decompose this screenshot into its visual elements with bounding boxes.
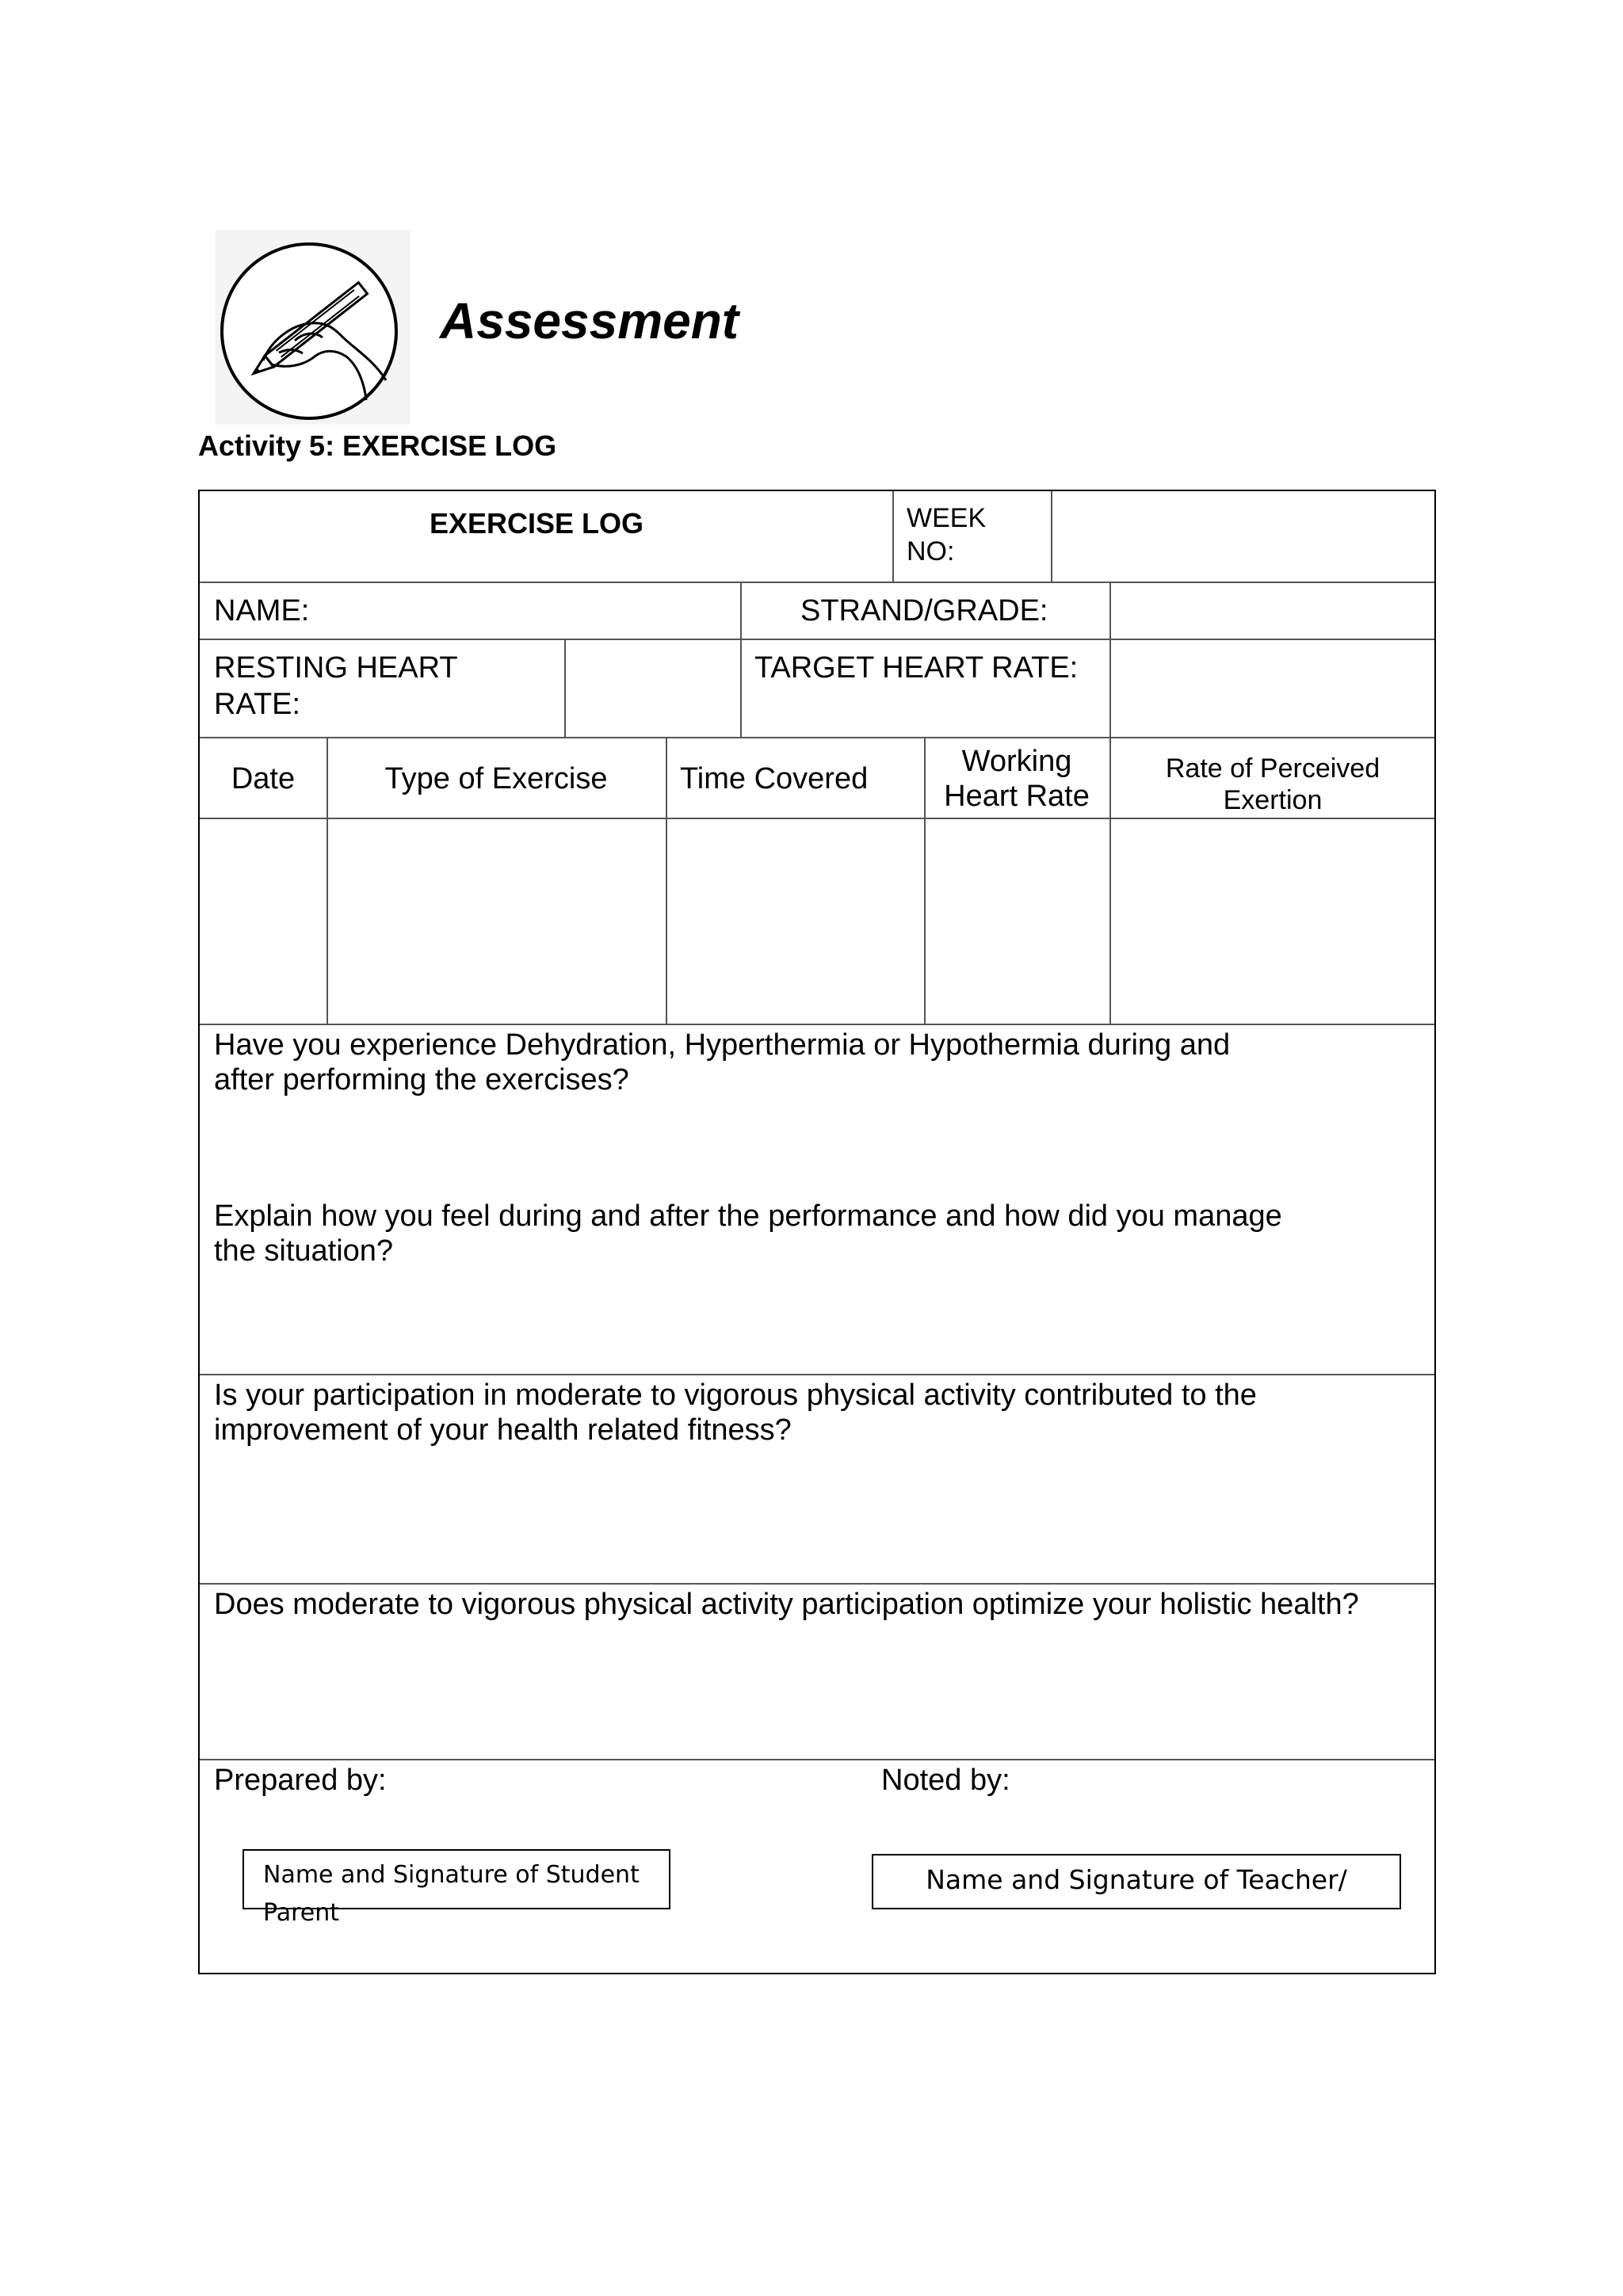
student-signature-label-2: Parent (263, 1899, 340, 1927)
column-header-time: Time Covered (680, 762, 869, 795)
column-header-rpe-2: Exertion (1223, 785, 1323, 815)
teacher-signature-label: Name and Signature of Teacher/ (926, 1864, 1347, 1895)
working-heart-rate-cell[interactable] (927, 821, 1108, 1022)
strand-grade-field[interactable] (1113, 585, 1433, 635)
question-1-cont: after performing the exercises? (214, 1063, 629, 1097)
date-cell[interactable] (203, 821, 325, 1022)
rpe-cell[interactable] (1113, 821, 1433, 1022)
form-title: EXERCISE LOG (430, 507, 644, 540)
noted-by-label: Noted by: (881, 1764, 1010, 1797)
question-3-cont: improvement of your health related fitness? (214, 1413, 792, 1447)
name-field[interactable] (203, 585, 737, 635)
column-header-rpe: Rate of Perceived (1165, 753, 1381, 784)
question-2: Explain how you feel during and after the performance and how did you manage (214, 1199, 1282, 1233)
question-3: Is your participation in moderate to vigorous physical activity contributed to the (214, 1379, 1257, 1412)
week-label: WEEK (907, 503, 987, 533)
page-title: Assessment (440, 292, 739, 349)
column-header-working-2: Heart Rate (944, 780, 1090, 813)
resting-heart-rate-label-2: RATE: (214, 688, 301, 721)
name-label: NAME: (214, 594, 310, 627)
exercise-log-form (198, 490, 1436, 1974)
time-cell[interactable] (669, 821, 922, 1022)
question-4: Does moderate to vigorous physical activity participation optimize your holistic health? (214, 1588, 1359, 1621)
week-label-no: NO: (907, 536, 955, 566)
target-heart-rate-label: TARGET HEART RATE: (754, 651, 1079, 685)
column-header-date: Date (231, 762, 296, 795)
type-cell[interactable] (330, 821, 664, 1022)
resting-heart-rate-field[interactable] (567, 642, 737, 734)
prepared-by-label: Prepared by: (214, 1764, 387, 1797)
target-heart-rate-field[interactable] (1113, 642, 1433, 734)
column-header-type: Type of Exercise (384, 762, 608, 795)
strand-grade-label: STRAND/GRADE: (800, 594, 1048, 627)
column-header-working: Working (961, 745, 1072, 778)
resting-heart-rate-label: RESTING HEART (214, 651, 458, 685)
question-1: Have you experience Dehydration, Hyperthermia or Hypothermia during and (214, 1028, 1231, 1062)
activity-heading: Activity 5: EXERCISE LOG (198, 429, 557, 462)
week-no-field[interactable] (1054, 494, 1433, 578)
question-2-cont: the situation? (214, 1234, 394, 1268)
student-signature-label: Name and Signature of Student (263, 1861, 640, 1889)
hand-writing-pencil-icon (216, 230, 411, 425)
